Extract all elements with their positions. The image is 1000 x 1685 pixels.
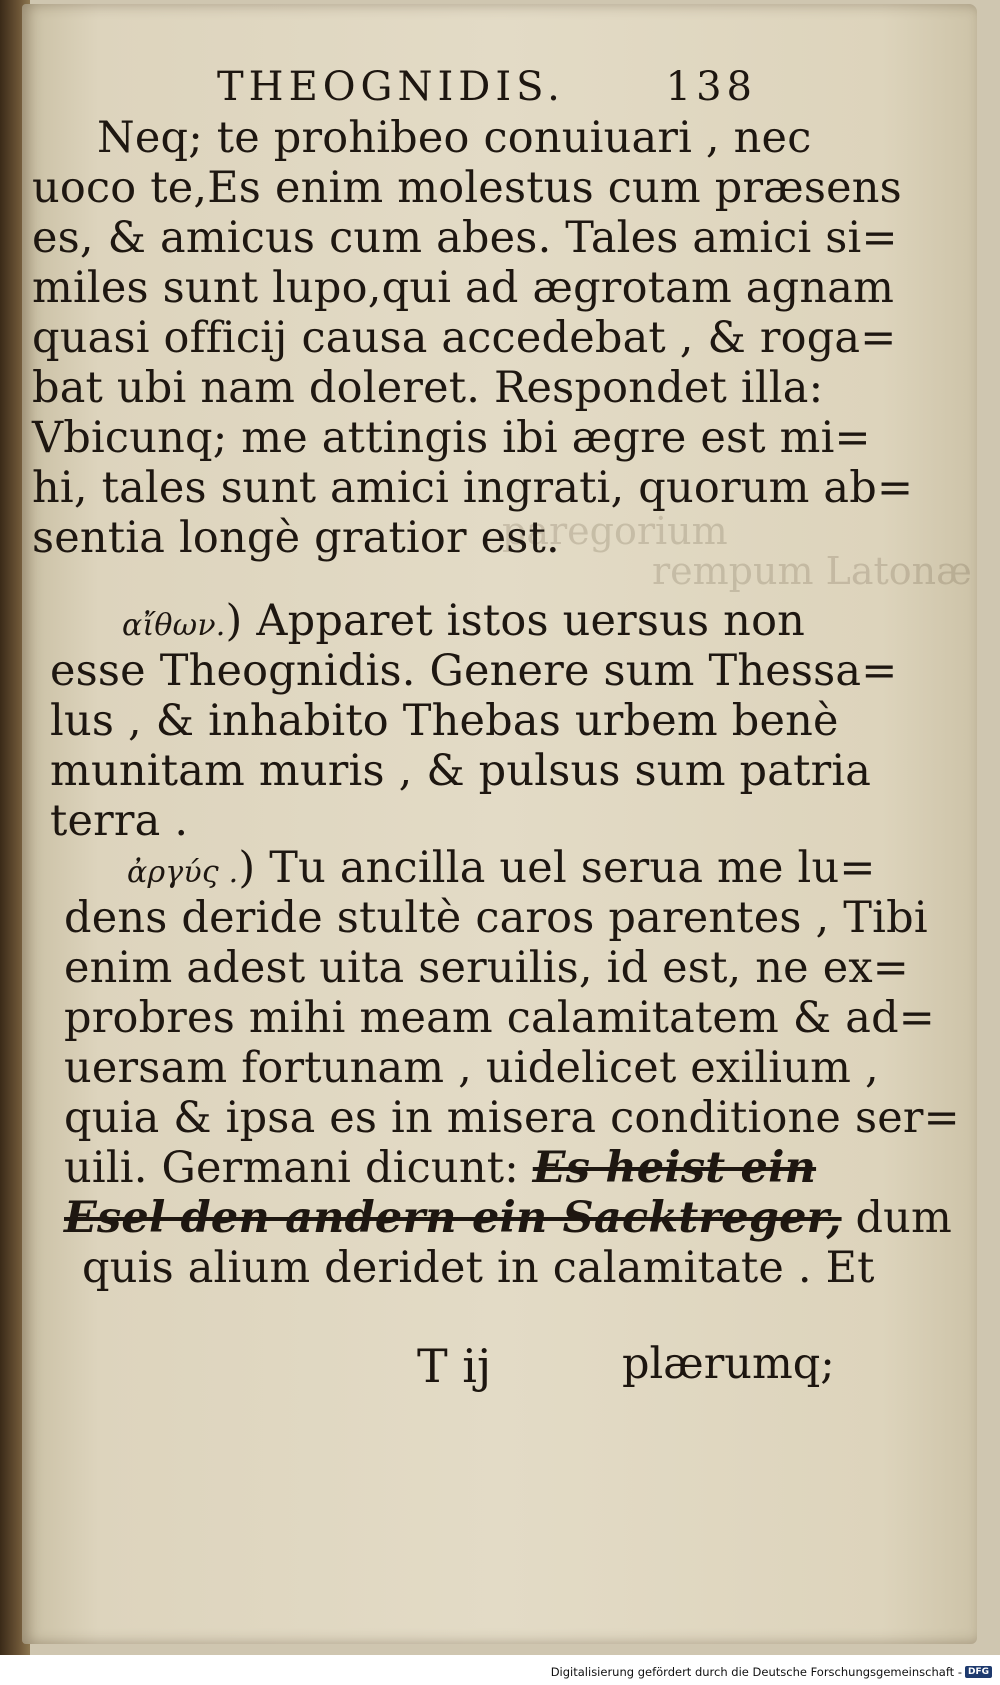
text-line	[127, 843, 876, 893]
show-through: paregorium	[502, 509, 728, 553]
credit-text: Digitalisierung gefördert durch die Deutsche Forschungsgemeinschaft -	[550, 1665, 962, 1679]
text-line: quis alium deridet in calamitate . Et	[82, 1243, 875, 1293]
text-line	[64, 1143, 817, 1193]
text-line: munitam muris , & pulsus sum patria	[50, 746, 872, 796]
catchword: plærumq;	[622, 1339, 835, 1389]
text-line: bat ubi nam doleret. Respondet illa:	[32, 363, 824, 413]
greek-lemma: αἴθων.	[122, 608, 226, 643]
text-line: uersam fortunam , uidelicet exilium ,	[64, 1043, 879, 1093]
text-line	[64, 1193, 953, 1243]
text-fragment: ) Apparet istos uersus non	[225, 596, 806, 646]
page-number: 138	[665, 64, 757, 110]
text-line: hi, tales sunt amici ingrati, quorum ab=	[32, 463, 914, 513]
fraktur-phrase: Es heist ein	[532, 1143, 817, 1193]
book-page	[22, 4, 977, 1644]
text-fragment: dum	[855, 1193, 953, 1243]
text-fragment: ) Tu ancilla uel serua me lu=	[238, 843, 876, 893]
dfg-logo-icon: DFG	[965, 1666, 992, 1678]
text-line: probres mihi meam calamitatem & ad=	[64, 993, 936, 1043]
text-fragment: uili. Germani dicunt:	[64, 1143, 519, 1193]
text-line: quasi officij causa accedebat , & roga=	[32, 313, 897, 363]
text-line: sentia longè gratior est.	[32, 513, 560, 563]
text-line: Neq; te prohibeo conuiuari , nec	[97, 113, 812, 163]
digitization-credit	[551, 1663, 992, 1681]
text-line: dens deride stultè caros parentes , Tibi	[64, 893, 928, 943]
text-line: es, & amicus cum abes. Tales amici si=	[32, 213, 898, 263]
text-line: Vbicunq; me attingis ibi ægre est mi=	[32, 413, 871, 463]
signature-mark: T ij	[417, 1339, 492, 1393]
text-line: enim adest uita seruilis, id est, ne ex=	[64, 943, 910, 993]
text-line	[122, 596, 806, 646]
text-line: miles sunt lupo,qui ad ægrotam agnam	[32, 263, 895, 313]
show-through: rempum Latonæ	[652, 549, 972, 593]
text-line: terra .	[50, 796, 189, 846]
fraktur-phrase: Esel den andern ein Sacktreger,	[64, 1193, 842, 1243]
text-line: uoco te,Es enim molestus cum præsens	[32, 163, 902, 213]
greek-lemma: ἀργύς .	[127, 855, 239, 890]
text-line: esse Theognidis. Genere sum Thessa=	[50, 646, 898, 696]
text-line: lus , & inhabito Thebas urbem benè	[50, 696, 839, 746]
page-header	[217, 64, 757, 114]
running-title: THEOGNIDIS.	[217, 64, 565, 110]
text-line: quia & ipsa es in misera conditione ser=	[64, 1093, 960, 1143]
